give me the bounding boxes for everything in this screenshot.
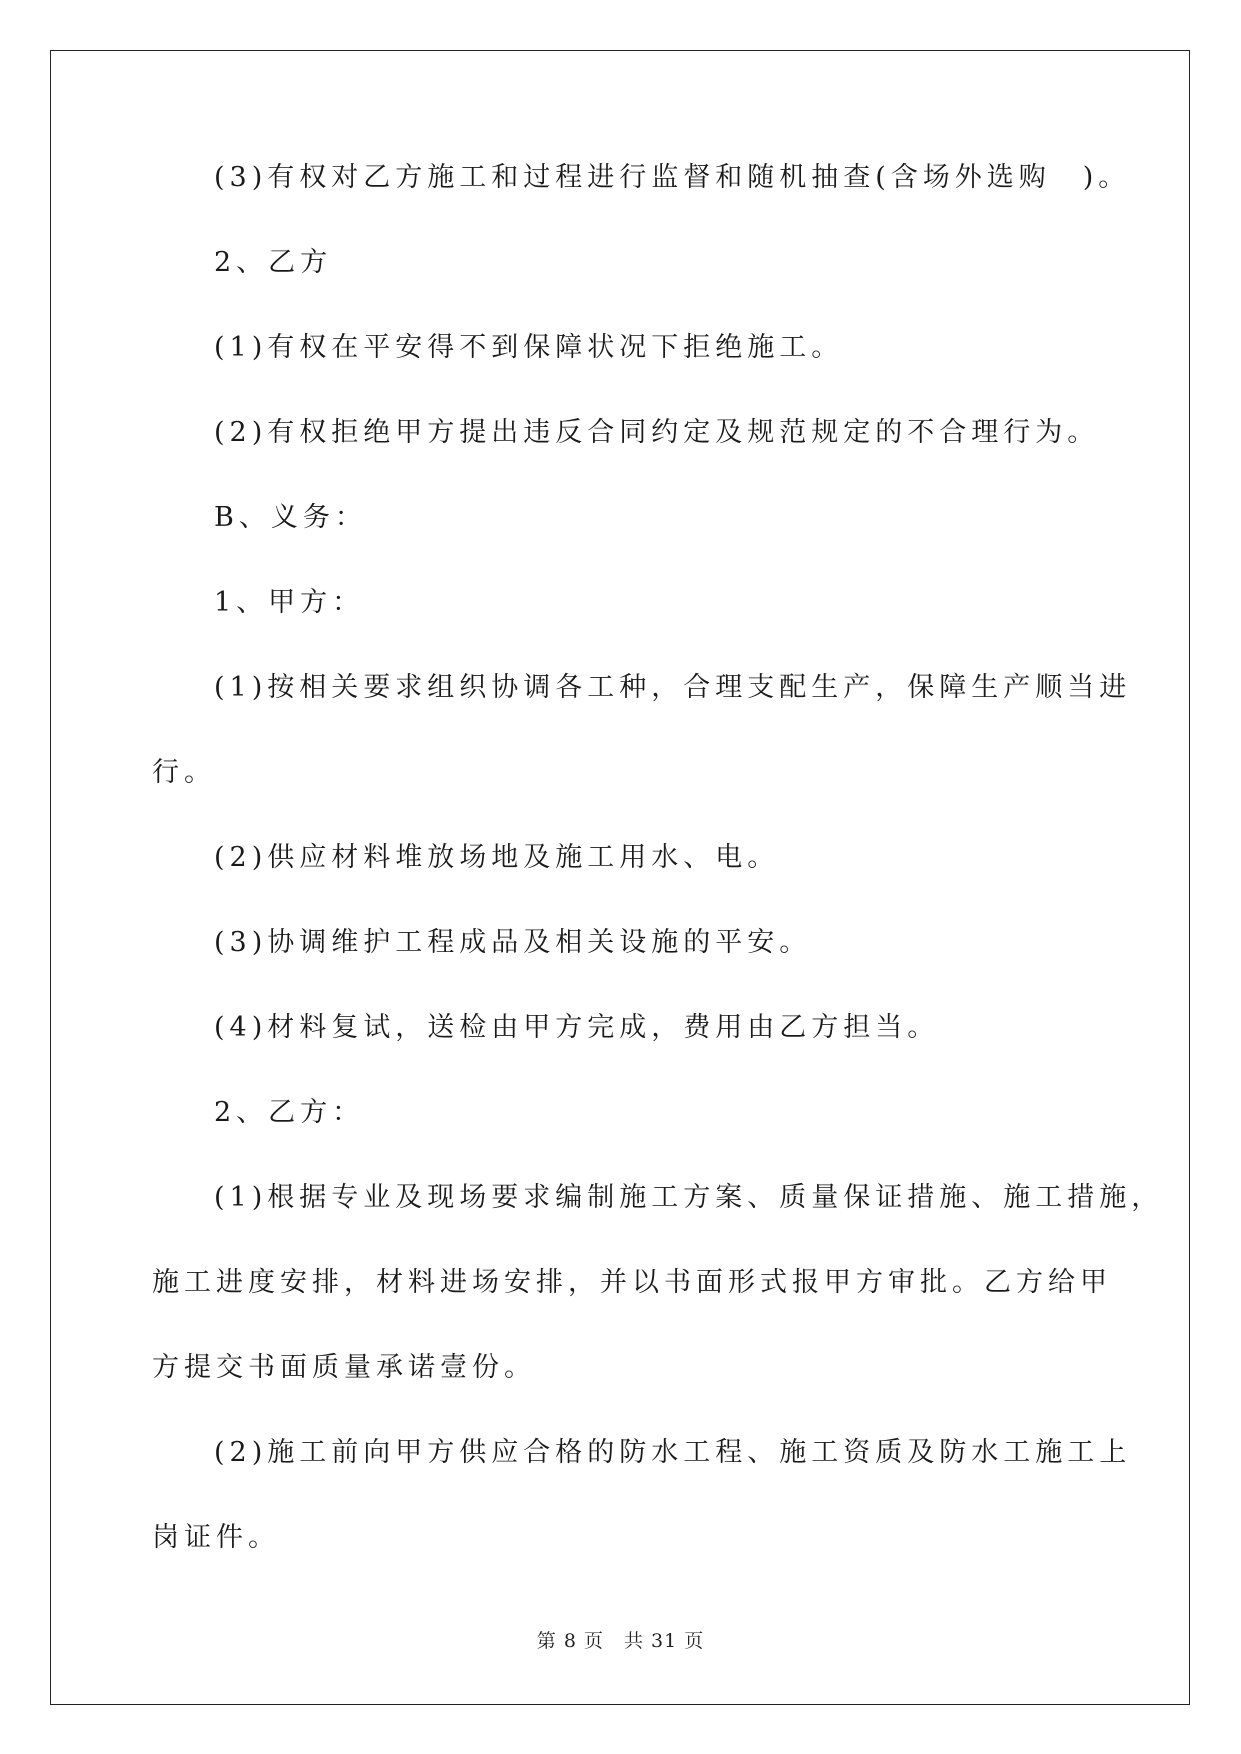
paragraph-line: 岗证件。 (152, 1522, 280, 1553)
paragraph-line: (1)按相关要求组织协调各工种，合理支配生产，保障生产顺当进 (214, 672, 1132, 703)
page-number-footer: 第 8 页 共 31 页 (536, 1630, 705, 1652)
paragraph-line: (1)根据专业及现场要求编制施工方案、质量保证措施、施工措施， (214, 1182, 1164, 1213)
paragraph: (2)供应材料堆放场地及施工用水、电。 (214, 842, 780, 873)
document-body (152, 162, 1164, 1607)
subsection-heading: 2、乙方： (214, 1097, 365, 1128)
paragraph: (1)有权在平安得不到保障状况下拒绝施工。 (214, 332, 844, 363)
paragraph-line: (2)施工前向甲方供应合格的防水工程、施工资质及防水工施工上 (214, 1437, 1132, 1468)
subsection-heading: 1、甲方： (214, 587, 365, 618)
paragraph-line: 行。 (152, 757, 216, 788)
paragraph: (3)协调维护工程成品及相关设施的平安。 (214, 927, 812, 958)
paragraph-line: 施工进度安排，材料进场安排，并以书面形式报甲方审批。乙方给甲 (152, 1267, 1112, 1298)
paragraph: (2)有权拒绝甲方提出违反合同约定及规范规定的不合理行为。 (214, 417, 1100, 448)
paragraph: (3)有权对乙方施工和过程进行监督和随机抽查(含场外选购 )。 (214, 162, 1131, 193)
paragraph: 2、乙方 (214, 247, 333, 278)
paragraph: (4)材料复试，送检由甲方完成，费用由乙方担当。 (214, 1012, 940, 1043)
section-heading: B、义务： (214, 502, 367, 533)
paragraph-line: 方提交书面质量承诺壹份。 (152, 1352, 536, 1383)
